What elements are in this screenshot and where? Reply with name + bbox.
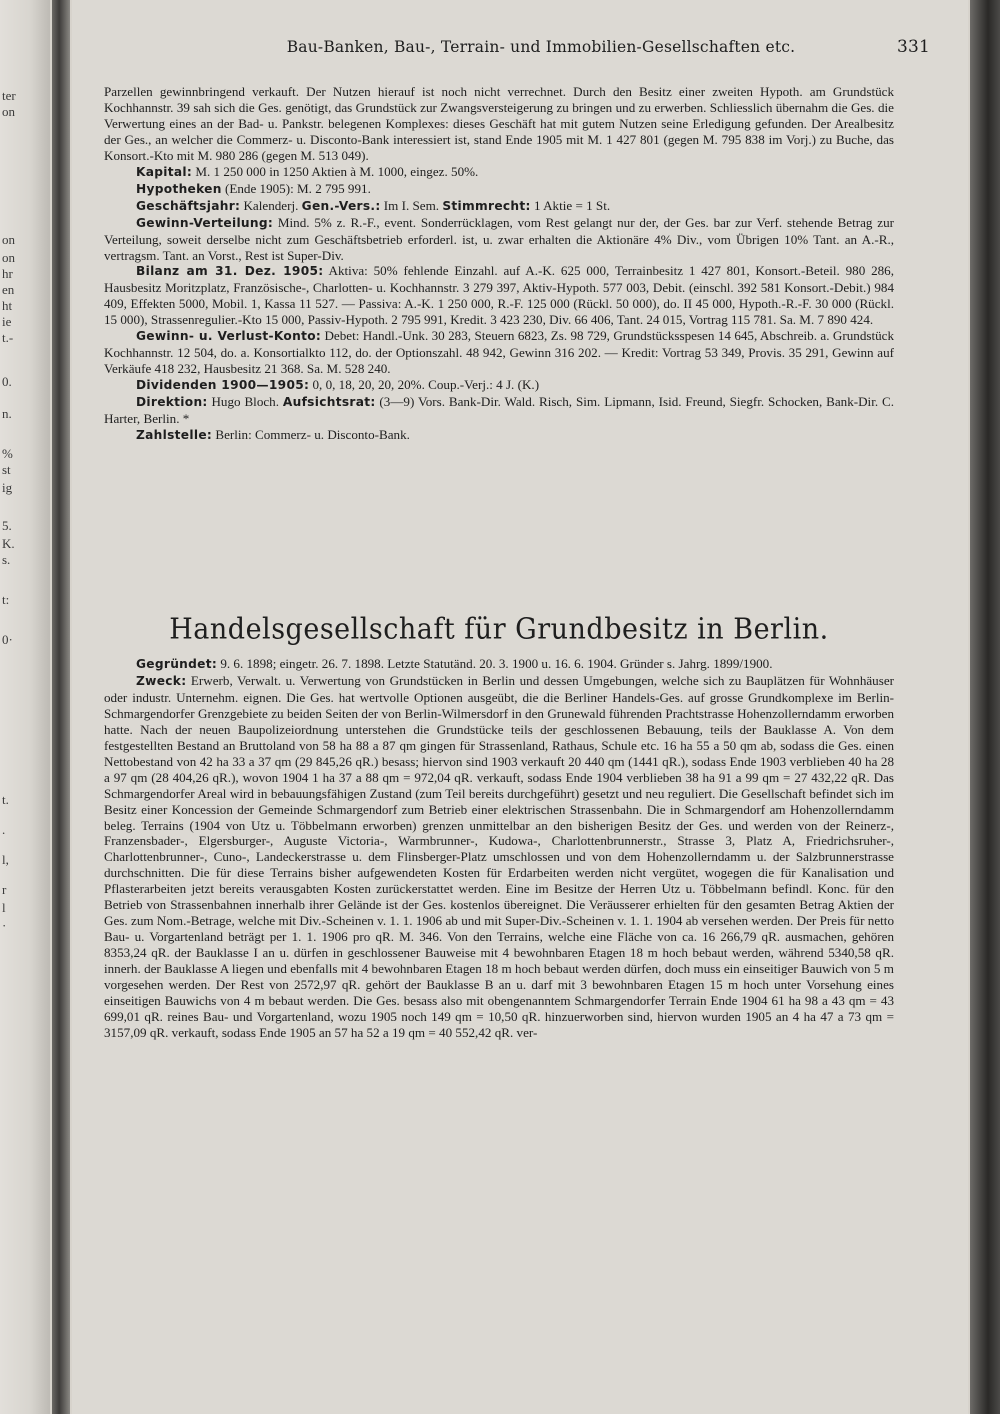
margin-fragment: K.	[2, 536, 15, 551]
bilanz-section	[104, 263, 894, 328]
guv-text: Debet: Handl.-Unk. 30 283, Steuern 6823, Zs. 98 729, Grundstücksspesen 14 645, Abschreib. a. Grundstück Kochhannstr. 12 504, do. a. Konsortialkto 112, do. der Optionszahl. 48 942, Gewinn 316 202. — Kredit: Vortrag 53 349, Provis. 35 291, Gewinn auf Verkäufe 418 232, Hausbesitz 21 368. Sa. M. 528 240.	[104, 328, 895, 377]
gewinnverteilung-label: Gewinn-Verteilung:	[136, 215, 274, 230]
bilanz-text: Aktiva: 50% fehlende Einzahl. auf A.-K. 625 000, Terrainbesitz 1 427 801, Konsort.-Beteil. 980 286, Hausbesitz Moritzplatz, Französische-, Charlotten- u. Kochhannstr. 3 279 397, Aktiv-Hypoth. 577 003, Debit. (einschl. 392 581 Konsort.-Debit.) 984 409, Effekten 5000, Mobil. 1, Kassa 11 527. — Passiva: A.-K. 1 250 000, R.-F. 125 000 (Rückl. 50 000), do. II 45 000, Hypoth.-R.-F. 30 000 (Rückl. 15 000), Strassenregulier.-Kto 15 000, Passiv-Hypoth. 2 795 991, Kredit. 3 423 230, Div. 66 406, Tant. 24 015, Vortrag 115 781. Sa. M. 7 890 424.	[104, 263, 894, 328]
geschaeftsjahr-section	[104, 198, 894, 215]
gegruendet-label: Gegründet:	[136, 657, 218, 671]
margin-fragment: t.-	[2, 330, 14, 345]
direktion-section	[104, 394, 894, 427]
margin-fragment: %	[2, 446, 13, 461]
hypotheken-section	[104, 181, 894, 198]
previous-page-margin-text	[0, 0, 48, 1414]
margin-fragment: r	[2, 882, 7, 897]
kapital-text: M. 1 250 000 in 1250 Aktien à M. 1000, eingez. 50%.	[192, 163, 479, 179]
running-title: Bau-Banken, Bau-, Terrain- und Immobilien-Gesellschaften etc.	[286, 38, 796, 56]
genvers-text: Im I. Sem.	[380, 197, 443, 213]
margin-fragment: ter	[2, 88, 16, 103]
margin-fragment: t.	[2, 792, 9, 807]
stimmrecht-text: 1 Aktie = 1 St.	[530, 197, 611, 213]
dividenden-section	[104, 377, 894, 394]
gewinnverteilung-section	[104, 215, 894, 264]
margin-fragment: ig	[2, 480, 13, 495]
margin-fragment: on	[2, 104, 15, 119]
next-page-edge	[970, 0, 1000, 1414]
margin-fragment: on	[2, 232, 15, 247]
margin-fragment: l	[2, 900, 6, 915]
zweck-label: Zweck:	[136, 673, 187, 688]
margin-fragment: on	[2, 250, 15, 265]
zweck-text: Erwerb, Verwalt. u. Verwertung von Grundstücken in Berlin und dessen Umgebungen, welche sich zu Bauplätzen für Wohnhäuser oder industr. Unternehm. eignen. Die Ges. hat wertvolle Optionen ausgeübt, die die Berliner Handels-Ges. auf grosse Grundkomplexe im Berlin-Schmargendorfer Grenzgebiete zu beiden Seiten der von Berlin-Wilmersdorf in den Grunewald führenden Prachtstrasse Hohenzollerndamm erworben hatte. Nach der neuen Baupolizeiordnung unterstehen die Grundstücke teils der geschlossenen Bebauung, teils der Bauklasse A. Von dem festgestellten Bestand an Bruttoland von 58 ha 88 a 87 qm gingen für Strassenland, Rathaus, Schule etc. 16 ha 55 a 50 qm ab, sodass die Ges. einen Nettobestand von 42 ha 33 a 37 qm (29 845,26 qR.) besass; hiervon sind 1903 verkauft 20 440 qm (1441 qR.), sodass Ende 1903 verblieben 40 ha 28 a 97 qm (28 404,26 qR.), wovon 1904 1 ha 37 a 88 qm = 972,04 qR. verkauft, sodass Ende 1904 verblieben 38 ha 91 a 99 qm = 27 432,22 qR. Das Schmargendorfer Areal wird in bebauungsfähigen Zustand (zum Teil bereits durchgeführt) gesetzt und neu reguliert. Die Gesellschaft befindet sich im Besitz einer Koncession der Gemeinde Schmargendorf zum Betrieb einer elektrischen Strassenbahn. Die in Schmargendorf am Hohenzollerndamm beleg. Terrains (1904 von Utz u. Többelmann erworben) grenzen unmittelbar an den bisherigen Besitz der Ges. und werden von der Reinerz-, Franzensbader-, Elgersburger-, Auguste Victoria-, Warmbrunner-, Kudowa-, Charlottenbrunnerstr., Strasse 3, Platz A, Friedrichsruher-, Charlottenbrunner-, Cuno-, Landeckerstrasse u. dem Flinsberger-Platz umschlossen und von dem Hohenzollerndamm u. der Salzbrunnerstrasse durchschnitten. Die für diese Terrains bisher aufgewendeten Kosten für Erdarbeiten werden nicht vergütet, wogegen die für Kanalisation und Pflasterarbeiten jetzt bereits verausgabten Kosten zurückerstattet werden. Eine im Besitze der Herren Utz u. Többelmann befindl. Konc. für den Betrieb von Strassenbahnen innerhalb ihrer Gelände ist der Ges. kostenlos übereignet. Die Veräusserer erhielten für den gesamten Betrag Aktien der Ges. zum Nom.-Betrage, welche mit Div.-Scheinen v. 1. 1. 1906 ab und mit Super-Div.-Scheinen v. 1. 1. 1904 ab versehen werden. Der Preis für netto Bau- u. Vorgartenland beträgt per 1. 1. 1906 pro qR. M. 346. Von den Terrains, welche eine Fläche von ca. 16 266,79 qR. ausmachen, gehören 8353,24 qR. der Bauklasse I an u. dürfen in geschlossener Bauweise mit 4 bewohnbaren Etagen 18 m hoch bebaut werden, während 5340,58 qR. innerh. der Bauklasse A liegen und ebenfalls mit 4 bewohnbaren Etagen 18 m hoch bebaut werden dürfen, doch muss ein einseitiger Bauwich von 5 m vorgesehen werden. Der Rest von 2572,97 qR. gehört der Bauklasse B an u. darf mit 3 bewohnbaren Etagen 15 m hoch unter Vorsehung eines einseitigen Bauwichs von 4 m bebaut werden. Die Ges. besass also mit obengenanntem Schmargendorfer Terrain Ende 1904 61 ha 98 a 43 qm = 43 699,01 qR. reines Bau- und Vorgartenland, wozu 1905 noch 149 qm = 10,50 qR. hinzuerworben sind, hiervon wurden 1905 an 4 ha 47 a 73 qm = 3157,09 qR. verkauft, sodass Ende 1905 an 57 ha 52 a 19 qm = 40 552,42 qR. ver-	[104, 672, 894, 1040]
margin-fragment: t:	[2, 592, 10, 607]
margin-fragment: 5.	[2, 518, 12, 533]
margin-fragment: hr	[2, 266, 13, 281]
geschaeftsjahr-text: Kalenderj.	[240, 197, 302, 213]
margin-fragment: ie	[2, 314, 12, 329]
gewinnverteilung-text: Mind. 5% z. R.-F., event. Sonderrücklagen, vom Rest gelangt nur der, der Ges. bar zur Verf. stehende Betrag zur Verteilung, soweit derselbe nicht zum Geschäftsbetrieb erforderl. ist, u. zwar erhalten die Aktionäre 4% Div., vom Übrigen 10% Tant. an A.-R., vertragsm. Tant. an Vorst., Rest ist Super-Div.	[104, 214, 894, 263]
margin-fragment: 0·	[2, 632, 13, 647]
zahlstelle-section	[104, 427, 894, 444]
hypotheken-label: Hypotheken	[136, 181, 222, 196]
book-binding-shadow	[52, 0, 70, 1414]
bilanz-label: Bilanz am 31. Dez. 1905:	[136, 264, 324, 279]
company-entry	[104, 656, 894, 1041]
margin-fragment: n.	[2, 406, 12, 421]
kapital-label: Kapital:	[136, 164, 193, 179]
aufsichtsrat-text: (3—9) Vors. Bank-Dir. Wald. Risch, Sim. Lipmann, Isid. Freund, Siegfr. Schocken, Bank-Dir. C. Harter, Berlin. *	[104, 394, 894, 427]
zweck-section	[104, 673, 894, 1041]
dividenden-label: Dividenden 1900—1905:	[136, 378, 310, 393]
gegruendet-section	[104, 656, 894, 673]
guv-section	[104, 328, 894, 377]
book-page	[72, 0, 968, 1414]
margin-fragment: 0.	[2, 374, 12, 389]
intro-paragraph: Parzellen gewinnbringend verkauft. Der Nutzen hierauf ist noch nicht verrechnet. Durch den Besitz einer zweiten Hypoth. am Grundstück Kochhannstr. 39 sah sich die Ges. genötigt, das Grundstück zur Zwangsversteigerung zu bringen und zu erwerben. Schliesslich übernahm die Ges. die Verwertung eines an der Bad- u. Pankstr. belegenen Komplexes: dieses Geschäft hat mit gutem Nutzen seine Erledigung gefunden. Der Arealbesitz der Ges., an welcher die Commerz- u. Disconto-Bank interessiert ist, stand Ende 1905 mit M. 1 427 801 (gegen M. 795 838 im Vorj.) zu Buche, das Konsort.-Kto mit M. 980 286 (gegen M. 513 049).	[104, 84, 894, 163]
gegruendet-text: 9. 6. 1898; eingetr. 26. 7. 1898. Letzte Statutänd. 20. 3. 1900 u. 16. 6. 1904. Gründer s. Jahrg. 1899/1900.	[217, 656, 773, 671]
company-title: Handelsgesellschaft für Grundbesitz in Berlin.	[169, 613, 829, 646]
aufsichtsrat-label: Aufsichtsrat:	[282, 395, 376, 410]
margin-fragment: s.	[2, 552, 11, 567]
margin-fragment: en	[2, 282, 15, 297]
stimmrecht-label: Stimmrecht:	[442, 198, 531, 213]
guv-label: Gewinn- u. Verlust-Konto:	[136, 329, 322, 344]
direktion-label: Direktion:	[136, 395, 208, 410]
page-number: 331	[896, 37, 930, 57]
genvers-label: Gen.-Vers.:	[301, 198, 381, 213]
margin-fragment: st	[2, 462, 11, 477]
margin-fragment: .	[2, 822, 6, 837]
hypotheken-text: (Ende 1905): M. 2 795 991.	[221, 180, 371, 196]
margin-fragment: ht	[2, 298, 13, 313]
zahlstelle-text: Berlin: Commerz- u. Disconto-Bank.	[212, 427, 410, 443]
margin-fragment: l,	[2, 852, 9, 867]
dividenden-text: 0, 0, 18, 20, 20, 20%. Coup.-Verj.: 4 J. (K.)	[309, 377, 540, 393]
direktion-text: Hugo Bloch.	[207, 394, 283, 410]
page-header	[102, 38, 940, 62]
previous-company-entry	[104, 84, 894, 444]
zahlstelle-label: Zahlstelle:	[136, 428, 213, 443]
geschaeftsjahr-label: Geschäftsjahr:	[136, 198, 241, 213]
kapital-section	[104, 164, 894, 181]
margin-fragment: ·	[2, 918, 7, 933]
